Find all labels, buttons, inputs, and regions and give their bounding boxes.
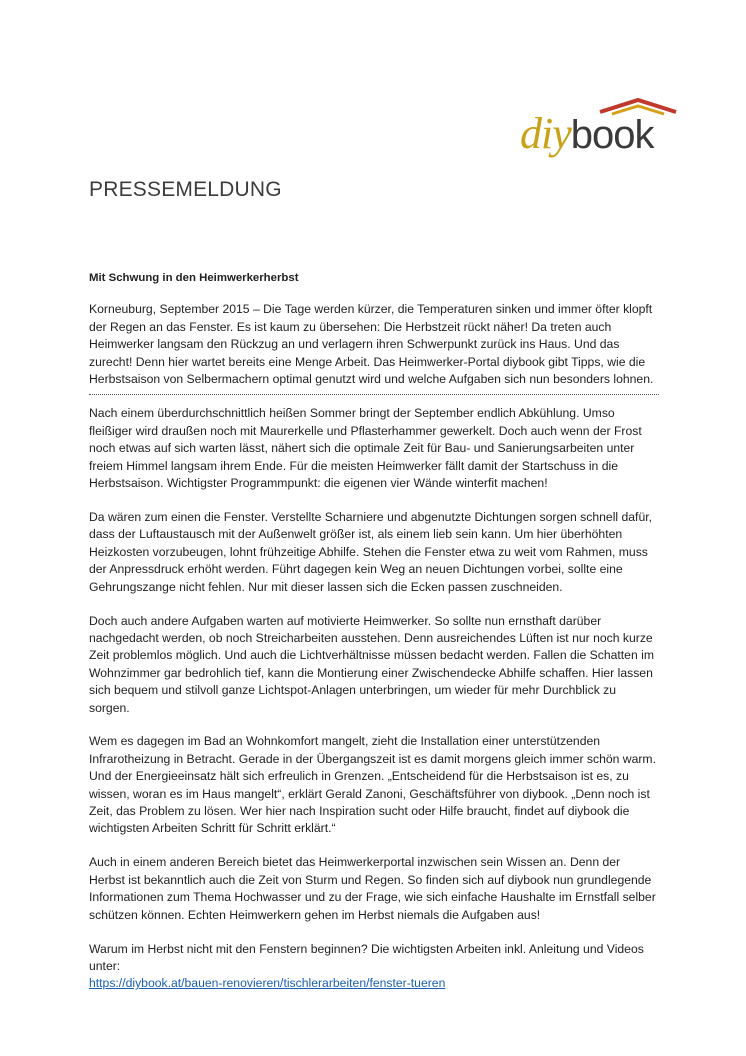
article-body [89, 270, 659, 993]
paragraph: Nach einem überdurchschnittlich heißen Sommer bringt der September endlich Abkühlung. Umso fleißiger wird draußen noch mit Maurerkelle und Pflasterhammer gewerkelt. Doch auch wenn der Frost noch etwas auf sich warten lässt, nähert sich die optimale Zeit für Bau- und Sanierungsarbeiten unter freiem Himmel langsam ihrem Ende. Für die meisten Heimwerker fällt damit der Startschuss in die Herbstsaison. Wichtigster Programmpunkt: die eigenen vier Wände winterfit machen! [89, 406, 642, 491]
page-title: PRESSEMELDUNG [89, 178, 282, 201]
logo-wordmark [520, 109, 654, 158]
paragraph: Da wären zum einen die Fenster. Verstellte Scharniere und abgenutzte Dichtungen sorgen schnell dafür, dass der Luftaustausch mit der Außenwelt größer ist, als einem lieb sein kann. Um hier überhöhten Heizkosten vorzubeugen, lohnt frühzeitige Abhilfe. Stehen die Fenster etwa zu weit vom Rahmen, muss der Anpressdruck erhöht werden. Führt dagegen kein Weg an neuen Dichtungen vorbei, sollte eine Gehrungszange nicht fehlen. Nur mit dieser lassen sich die Ecken passen zuschneiden. [89, 509, 652, 594]
article-subtitle: Mit Schwung in den Heimwerkerherbst [89, 272, 299, 284]
paragraph: Wem es dagegen im Bad an Wohnkomfort mangelt, zieht die Installation einer unterstützenden Infrarotheizung in Betracht. Gerade in der Übergangszeit ist es damit morgens gleich immer schön warm. Und der Energieeinsatz hält sich erfreulich in Grenzen. „Entscheidend für die Herbstsaison ist es, zu wissen, woran es im Haus mangelt“, erklärt Gerald Zanoni, Geschäftsführer von diybook. „Denn noch ist Zeit, das Problem zu lösen. Wer hier nach Inspiration sucht oder Hilfe braucht, findet auf diybook die wichtigsten Arbeiten Schritt für Schritt erklärt.“ [89, 734, 656, 836]
paragraph: Auch in einem anderen Bereich bietet das Heimwerkerportal inzwischen sein Wissen an. Denn der Herbst ist bekanntlich auch die Zeit von Sturm und Regen. So finden sich auf diybook nun grundlegende Informationen zum Thema Hochwasser und zu der Frage, wie sich einfache Haushalte im Ernstfall selber schützen können. Echten Heimwerkern gehen im Herbst niemals die Aufgaben aus! [89, 855, 656, 922]
intro-paragraph: Korneuburg, September 2015 – Die Tage werden kürzer, die Temperaturen sinken und immer öfter klopft der Regen an das Fenster. Es ist kaum zu übersehen: Die Herbstzeit rückt näher! Da treten auch Heimwerker langsam den Rückzug an und verlagern ihren Schwerpunkt zurück ins Haus. Und das zurecht! Denn hier wartet bereits eine Menge Arbeit. Das Heimwerker-Portal diybook gibt Tipps, wie die Herbstsaison von Selbermachern optimal genutzt wird und welche Aufgaben sich nun besonders lohnen. [89, 302, 654, 387]
closing-paragraph [89, 941, 659, 993]
dotted-divider [89, 394, 659, 395]
logo-book: book [570, 113, 654, 157]
article-link[interactable]: https://diybook.at/bauen-renovieren/tischlerarbeiten/fenster-tueren [89, 976, 446, 991]
closing-text: Warum im Herbst nicht mit den Fenstern beginnen? Die wichtigsten Arbeiten inkl. Anleitung und Videos unter: [89, 941, 644, 973]
diybook-logo [520, 96, 680, 162]
paragraph: Doch auch andere Aufgaben warten auf motivierte Heimwerker. So sollte nun ernsthaft darüber nachgedacht werden, ob noch Streicharbeiten ausstehen. Denn ausreichendes Lüften ist nur noch kurze Zeit problemlos möglich. Und auch die Lichtverhältnisse müssen bedacht werden. Fallen die Schatten im Wohnzimmer gar bedrohlich tief, kann die Montierung einer Zwischendecke Abhilfe schaffen. Hier lassen sich bequem und stilvoll ganze Lichtspot-Anlagen unterbringen, um wieder für mehr Durchblick zu sorgen. [89, 613, 654, 715]
logo-diy: diy [520, 109, 571, 158]
